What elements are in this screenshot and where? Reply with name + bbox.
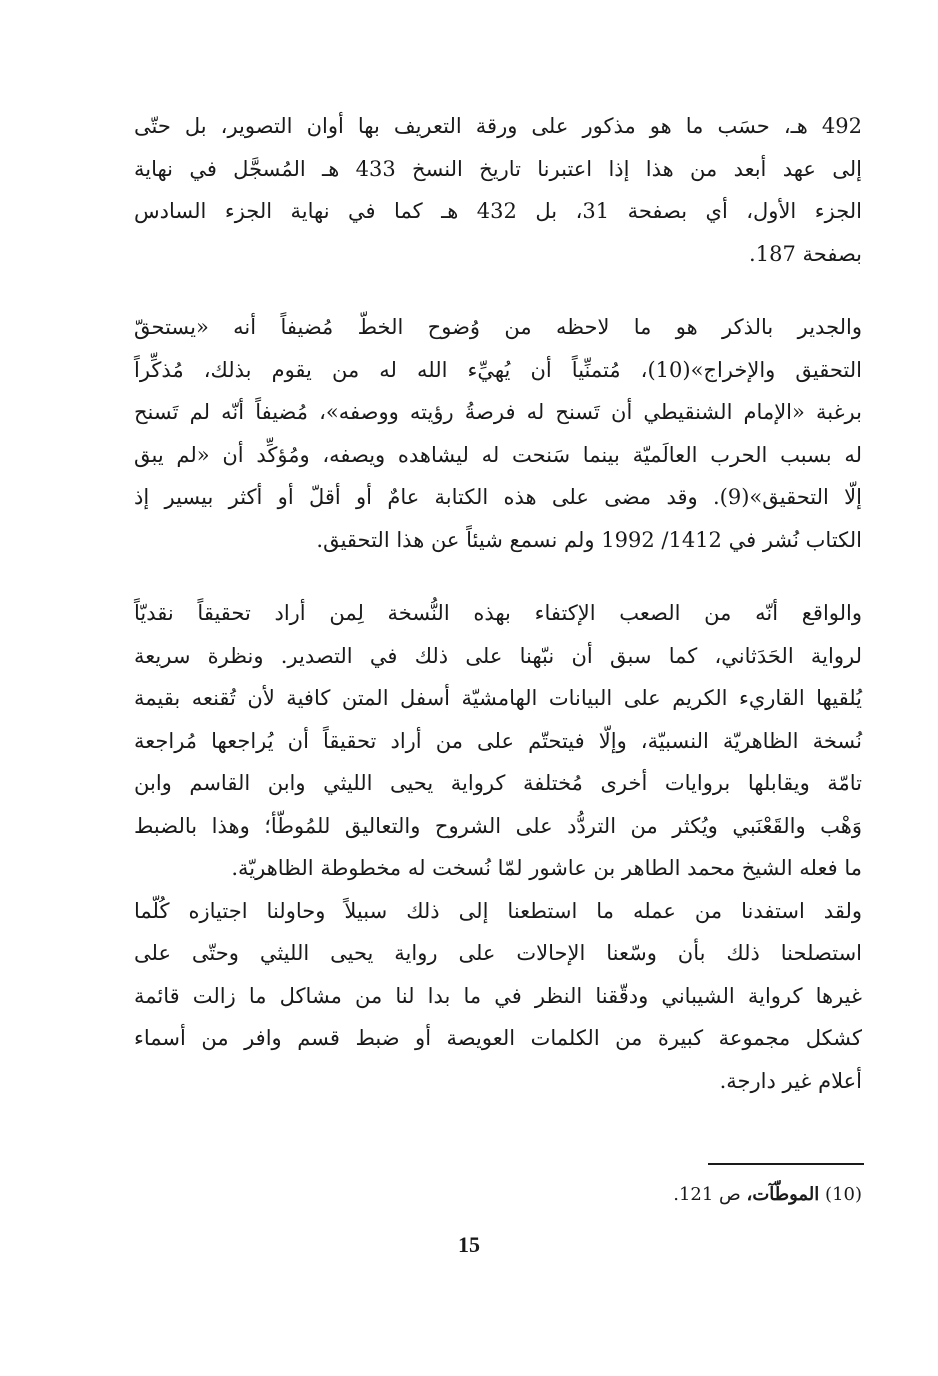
footnote-page-ref: ص 121.: [673, 1184, 741, 1205]
text-line: الجزء الأول، أي بصفحة 31، بل 432 هـ كما في نهاية الجزء السادس: [134, 199, 862, 223]
text-line: برغبة «الإمام الشنقيطي أن تَسنح له فرصةُ رؤيته ووصفه»، مُضيفاً أنّه لم تَسنح: [134, 400, 862, 424]
text-line: نُسخة الظاهريّة النسبيّة، وإلّا فيتحتّم على من أراد تحقيقاً أن يُراجعها مُراجعة: [134, 728, 862, 753]
text-line: التحقيق والإخراج»(10)، مُتمنِّياً أن يُهيِّء الله له من يقوم بذلك، مُذكِّراً: [134, 357, 862, 382]
footnote-number: (10): [825, 1184, 862, 1205]
footnote: [500, 1180, 862, 1210]
paragraph-3: [134, 592, 862, 1102]
text-line: كشكل مجموعة كبيرة من الكلمات العويصة أو ضبط قسم وافر من أسماء: [134, 1026, 862, 1050]
page-number: 15: [458, 1232, 480, 1257]
footnote-title: الموطّآت،: [746, 1184, 820, 1205]
text-line: أعلام غير دارجة.: [719, 1068, 862, 1093]
text-line: إلّا التحقيق»(9). وقد مضى على هذه الكتابة عامٌ أو أقلّ أو أكثر بيسير إذ: [134, 485, 862, 509]
text-line: بصفحة 187.: [749, 241, 862, 266]
paragraph-2: [134, 306, 862, 561]
footnote-divider: [708, 1163, 864, 1165]
text-line: تامّة ويقابلها بروايات أخرى مُختلفة كرواية يحيى الليثي وابن القاسم وابن: [134, 771, 862, 795]
text-line: لرواية الحَدَثاني، كما سبق أن نبّهنا على ذلك في التصدير. ونظرة سريعة: [134, 643, 862, 668]
text-line: له بسبب الحرب العالَميّة بينما سَنحت له ليشاهده ويصفه، ومُؤكِّد أن «لم يبق: [134, 442, 862, 467]
text-line: غيرها كرواية الشيباني ودقّقنا النظر في ما بدا لنا من مشاكل ما زالت قائمة: [134, 983, 862, 1008]
paragraph-1: [134, 105, 862, 275]
text-line: ولقد استفدنا من عمله ما استطعنا إلى ذلك سبيلاً وحاولنا اجتيازه كُلّما: [134, 898, 862, 923]
text-line: الكتاب نُشر في 1412/ 1992 ولم نسمع شيئاً عن هذا التحقيق.: [316, 527, 862, 552]
text-line: يُلقيها القاريء الكريم على البيانات الهامشيّة أسفل المتن كافية لأن تُقنعه بقيمة: [134, 686, 862, 710]
text-line: والواقع أنّه من الصعب الإكتفاء بهذه النُّسخة لِمن أراد تحقيقاً نقديّاً: [134, 601, 862, 625]
text-line: 492 هـ، حسَب ما هو مذكور على ورقة التعريف بها أوان التصوير، بل حتّى: [134, 114, 862, 138]
text-line: إلى عهد أبعد من هذا إذا اعتبرنا تاريخ النسخ 433 هـ المُسجَّل في نهاية: [134, 156, 862, 181]
text-line: وَهْب والقَعْنَبي ويُكثر من التردُّد على الشروح والتعاليق للمُوطّأ؛ وهذا بالضبط: [134, 813, 862, 838]
text-line: ما فعله الشيخ محمد الطاهر بن عاشور لمّا نُسخت له مخطوطة الظاهريّة.: [231, 856, 862, 880]
text-line: والجدير بالذكر هو ما لاحظه من وُضوح الخطّ مُضيفاً أنه «يستحقّ: [134, 315, 862, 339]
text-line: استصلحنا ذلك بأن وسّعنا الإحالات على رواية يحيى الليثي وحتّى على: [134, 941, 862, 965]
